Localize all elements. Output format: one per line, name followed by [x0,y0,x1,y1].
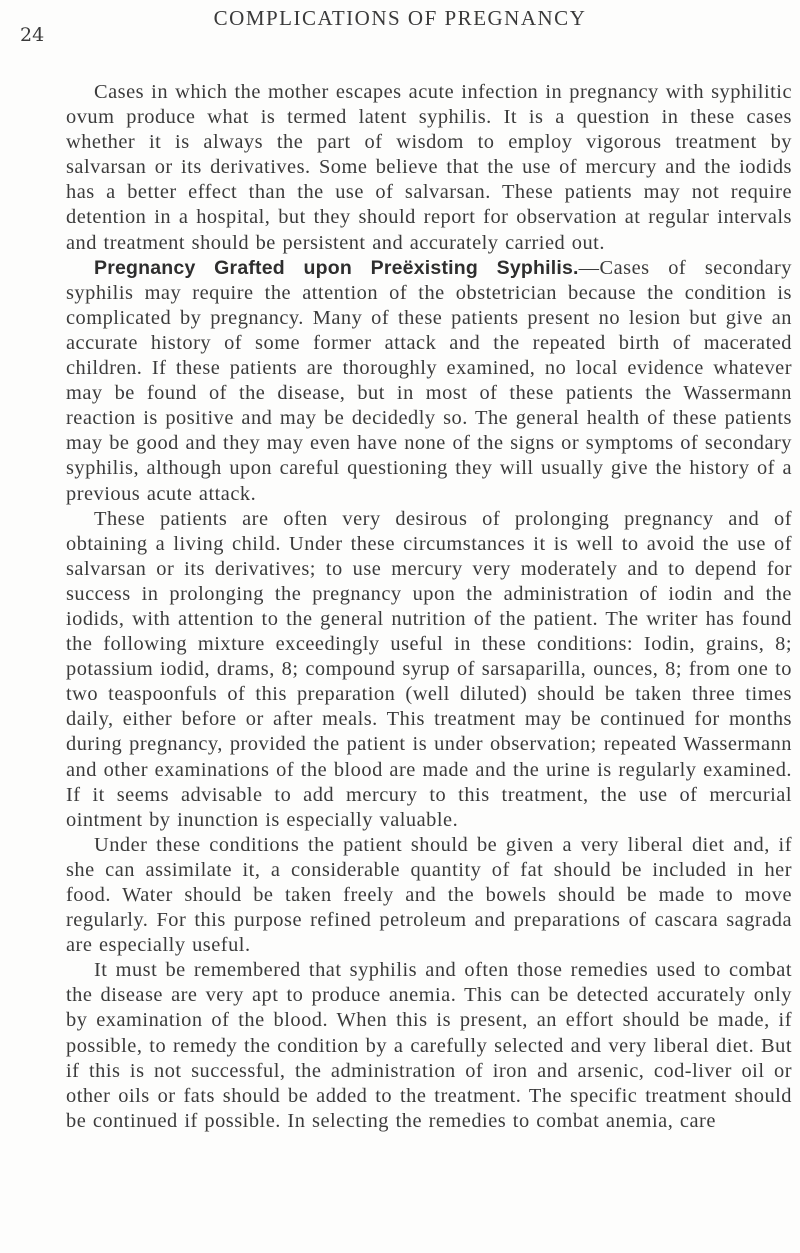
body-text [66,80,792,1134]
paragraph-latent-syphilis [66,80,792,256]
paragraph-text: These patients are often very desirous of prolonging pregnancy and of obtaining a living child. Under these circumstances it is well to avoid the use of salvarsan or its derivatives; to use mercury very moderately and to depend for success in prolonging the pregnancy upon the administration of iodin and the iodids, with attention to the general nutrition of the patient. The writer has found the following mixture exceedingly useful in these conditions: Iodin, grains, 8; potassium iodid, drams, 8; compound syrup of sarsaparilla, ounces, 8; from one to two teaspoonfuls of this preparation (well diluted) should be taken three times daily, either before or after meals. This treatment may be continued for months during pregnancy, provided the patient is under observation; repeated Wassermann and other examinations of the blood are made and the urine is regularly examined. If it seems advisable to add mercury to this treatment, the use of mercurial ointment by inunction is especially valuable. [66,507,792,831]
paragraph-text: Cases in which the mother escapes acute infection in pregnancy with syphilitic ovum produce what is termed latent syphilis. It is a question in these cases whether it is always the part of wisdom to employ vigorous treatment by salvarsan or its derivatives. Some believe that the use of mercury and the iodids has a better effect than the use of salvarsan. These patients may not require detention in a hospital, but they should report for observation at regular intervals and treatment should be persistent and accurately carried out. [66,81,792,254]
paragraph-anemia [66,958,792,1134]
section-heading: Pregnancy Grafted upon Preëxisting Syphilis. [94,256,579,279]
paragraph-text: Under these conditions the patient should be given a very liberal diet and, if she can assimilate it, a considerable quantity of fat should be included in her food. Water should be taken freely and the bowels should be made to move regularly. For this purpose refined petroleum and preparations of cascara sagrada are especially useful. [66,833,792,957]
paragraph-diet [66,833,792,958]
paragraph-text: It must be remembered that syphilis and often those remedies used to combat the disease are very apt to produce anemia. This can be detected accurately only by examination of the blood. When this is present, an effort should be made, if possible, to remedy the condition by a carefully selected and very liberal diet. But if this is not successful, the administration of iron and arsenic, cod-liver oil or other oils or fats should be added to the treatment. The specific treatment should be continued if possible. In selecting the remedies to combat anemia, care [66,959,792,1132]
paragraph-prolonging-pregnancy [66,507,792,833]
paragraph-text: —Cases of secondary syphilis may require the attention of the obstetrician because the condition is complicated by pregnancy. Many of these patients present no lesion but give an accurate history of some former attack and the repeated birth of macerated children. If these patients are thoroughly examined, no local evidence whatever may be found of the disease, but in most of these patients the Wassermann reaction is positive and may be decidedly so. The general health of these patients may be good and they may even have none of the signs or symptoms of secondary syphilis, although upon careful questioning they will usually give the history of a previous acute attack. [66,256,792,505]
paragraph-preexisting-syphilis [66,256,792,507]
page-number: 24 [20,24,45,46]
running-head: COMPLICATIONS OF PREGNANCY [213,6,587,30]
